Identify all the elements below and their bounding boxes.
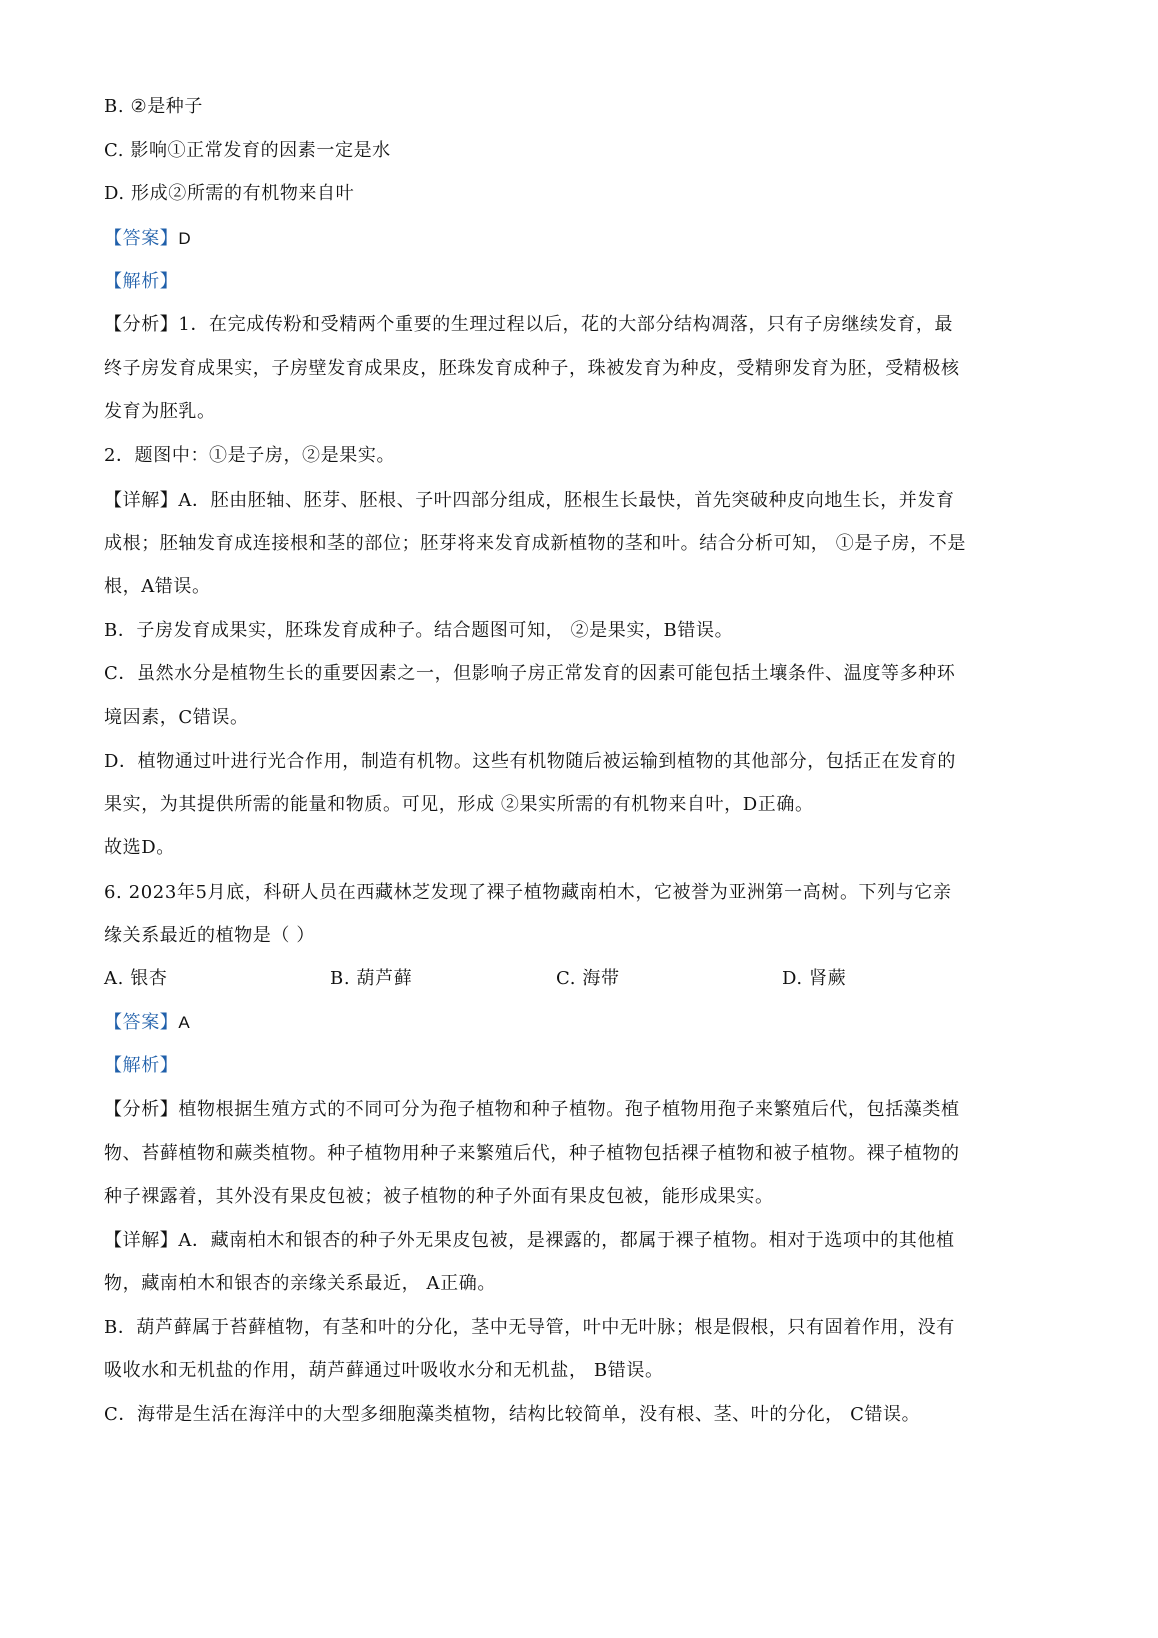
q6-stem-line-1: 6. 2023年5月底，科研人员在西藏林芝发现了裸子植物藏南柏木，它被誉为亚洲第一高树。下列与它亲 <box>104 882 952 903</box>
q5-option-d: D. 形成②所需的有机物来自叶 <box>104 183 355 204</box>
q5-option-c: C. 影响①正常发育的因素一定是水 <box>104 140 391 161</box>
q5-fenxi-line-1: 【分析】1．在完成传粉和受精两个重要的生理过程以后，花的大部分结构凋落，只有子房继续发育，最 <box>104 314 954 335</box>
q6-option-b: B. 葫芦藓 <box>330 968 413 989</box>
q5-option-b: B. ②是种子 <box>104 96 204 117</box>
answer-tag: 【答案】 <box>104 228 179 249</box>
q5-fenxi-line-2: 终子房发育成果实，子房壁发育成果皮，胚珠发育成种子，珠被发育为种皮，受精卵发育为胚，受精极核 <box>104 358 960 379</box>
q6-detail-c: C．海带是生活在海洋中的大型多细胞藻类植物，结构比较简单，没有根、茎、叶的分化， C错误。 <box>104 1404 921 1425</box>
q6-xiangjie-line-2: 物，藏南柏木和银杏的亲缘关系最近， A正确。 <box>104 1273 496 1294</box>
q5-detail-c-line-1: C．虽然水分是植物生长的重要因素之一，但影响子房正常发育的因素可能包括土壤条件、温度等多种环 <box>104 663 956 684</box>
xiangjie-tag: 【详解】 <box>104 490 179 511</box>
fenxi-tag: 【分析】 <box>104 1099 179 1120</box>
q6-stem-line-2: 缘关系最近的植物是（ ） <box>104 925 315 946</box>
q5-answer <box>104 227 191 251</box>
q6-detail-b-line-2: 吸收水和无机盐的作用，葫芦藓通过叶吸收水分和无机盐， B错误。 <box>104 1360 664 1381</box>
q6-option-a: A. 银杏 <box>104 968 168 989</box>
q6-fenxi-line-3: 种子裸露着，其外没有果皮包被；被子植物的种子外面有果皮包被，能形成果实。 <box>104 1186 774 1207</box>
q6-fenxi-line-2: 物、苔藓植物和蕨类植物。种子植物用种子来繁殖后代，种子植物包括裸子植物和被子植物。裸子植物的 <box>104 1143 960 1164</box>
q6-fenxi-line-1: 【分析】植物根据生殖方式的不同可分为孢子植物和种子植物。孢子植物用孢子来繁殖后代，包括藻类植 <box>104 1099 960 1120</box>
q5-xiangjie-line-1: 【详解】A．胚由胚轴、胚芽、胚根、子叶四部分组成，胚根生长最快，首先突破种皮向地生长，并发育 <box>104 490 955 511</box>
q5-detail-d-line-1: D．植物通过叶进行光合作用，制造有机物。这些有机物随后被运输到植物的其他部分，包括正在发育的 <box>104 751 957 772</box>
q5-detail-d-line-2: 果实，为其提供所需的能量和物质。可见，形成 ②果实所需的有机物来自叶，D正确。 <box>104 794 814 815</box>
xiangjie-tag: 【详解】 <box>104 1230 179 1251</box>
q5-analysis-tag: 【解析】 <box>104 271 179 292</box>
q6-detail-b-line-1: B．葫芦藓属于苔藓植物，有茎和叶的分化，茎中无导管，叶中无叶脉；根是假根，只有固着作用，没有 <box>104 1317 955 1338</box>
fenxi-tag: 【分析】 <box>104 314 179 335</box>
q6-option-d: D. 肾蕨 <box>782 968 847 989</box>
answer-tag: 【答案】 <box>104 1012 179 1033</box>
q5-conclusion: 故选D。 <box>104 837 175 858</box>
q6-answer <box>104 1011 190 1035</box>
q6-option-c: C. 海带 <box>556 968 620 989</box>
q5-detail-c-line-2: 境因素，C错误。 <box>104 707 249 728</box>
q6-xiangjie-line-1: 【详解】A．藏南柏木和银杏的种子外无果皮包被，是裸露的，都属于裸子植物。相对于选项中的其他植 <box>104 1230 955 1251</box>
q5-detail-b: B．子房发育成果实，胚珠发育成种子。结合题图可知， ②是果实，B错误。 <box>104 620 734 641</box>
q6-analysis-tag: 【解析】 <box>104 1055 179 1076</box>
q5-xiangjie-line-3: 根，A错误。 <box>104 576 211 597</box>
q5-xiangjie-line-2: 成根；胚轴发育成连接根和茎的部位；胚芽将来发育成新植物的茎和叶。结合分析可知， ①是子房，不是 <box>104 533 966 554</box>
answer-value: A <box>178 1013 191 1032</box>
answer-value: D <box>178 229 192 248</box>
q5-fenxi-line-4: 2．题图中：①是子房，②是果实。 <box>104 445 396 466</box>
q5-fenxi-line-3: 发育为胚乳。 <box>104 401 216 422</box>
